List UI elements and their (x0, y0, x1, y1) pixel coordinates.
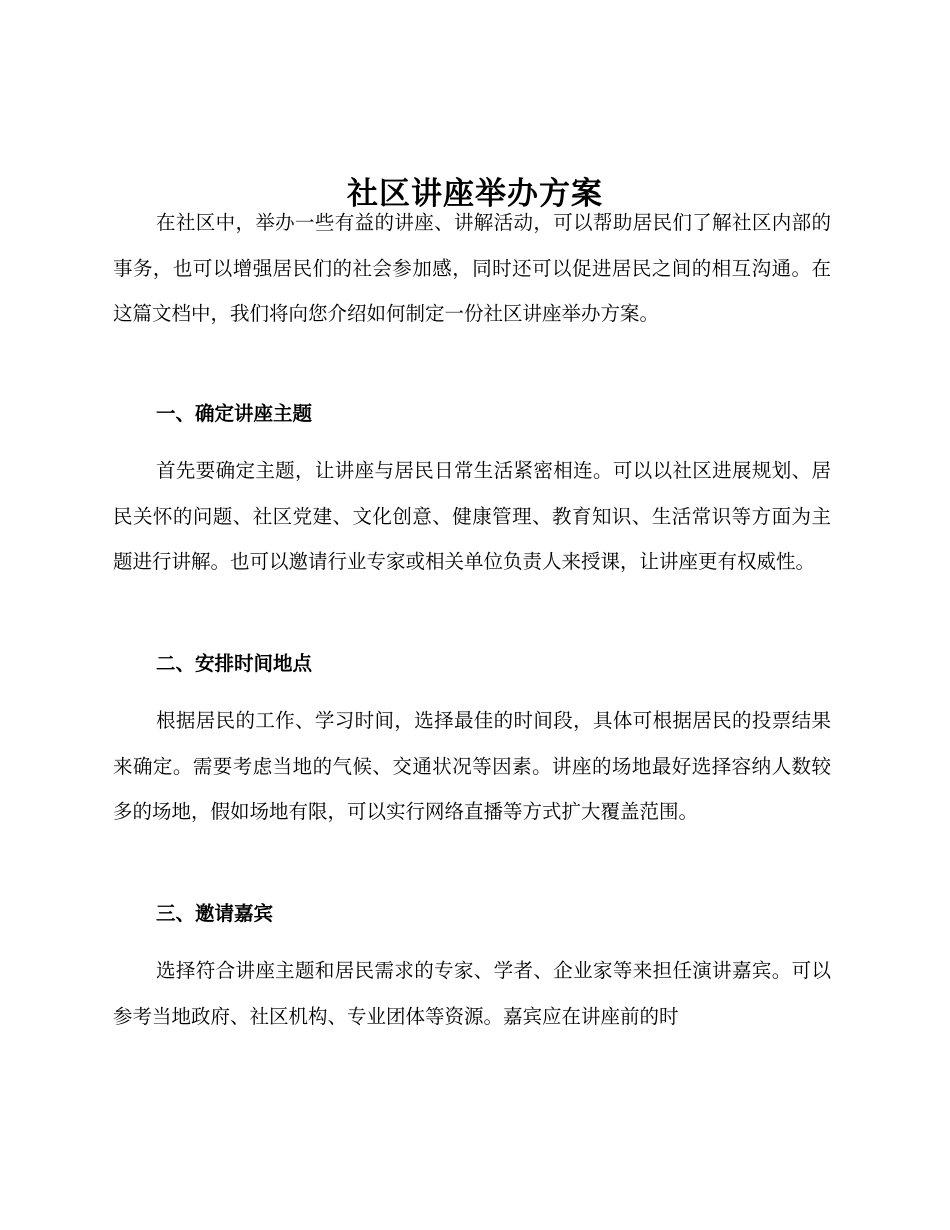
section-heading-time-place: 二、安排时间地点 (156, 652, 313, 675)
document-title: 社区讲座举办方案 (347, 175, 603, 212)
section-body-topic: 首先要确定主题，让讲座与居民日常生活紧密相连。可以以社区进展规划、居民关怀的问题、社区党建、文化创意、健康管理、教育知识、生活常识等方面为主题进行讲解。也可以邀请行业专家或相关单位负责人来授课，让讲座更有权威性。 (113, 459, 831, 573)
section-body-guests: 选择符合讲座主题和居民需求的专家、学者、企业家等来担任演讲嘉宾。可以参考当地政府、社区机构、专业团体等资源。嘉宾应在讲座前的时 (113, 959, 831, 1028)
intro-paragraph: 在社区中，举办一些有益的讲座、讲解活动，可以帮助居民们了解社区内部的事务，也可以增强居民们的社会参加感，同时还可以促进居民之间的相互沟通。在这篇文档中，我们将向您介绍如何制定一份社区讲座举办方案。 (113, 211, 831, 325)
section-heading-topic: 一、确定讲座主题 (156, 402, 313, 425)
section-body-time-place: 根据居民的工作、学习时间，选择最佳的时间段，具体可根据居民的投票结果来确定。需要考虑当地的气候、交通状况等因素。讲座的场地最好选择容纳人数较多的场地，假如场地有限，可以实行网络直播等方式扩大覆盖范围。 (113, 709, 831, 823)
section-heading-guests: 三、邀请嘉宾 (156, 902, 274, 925)
